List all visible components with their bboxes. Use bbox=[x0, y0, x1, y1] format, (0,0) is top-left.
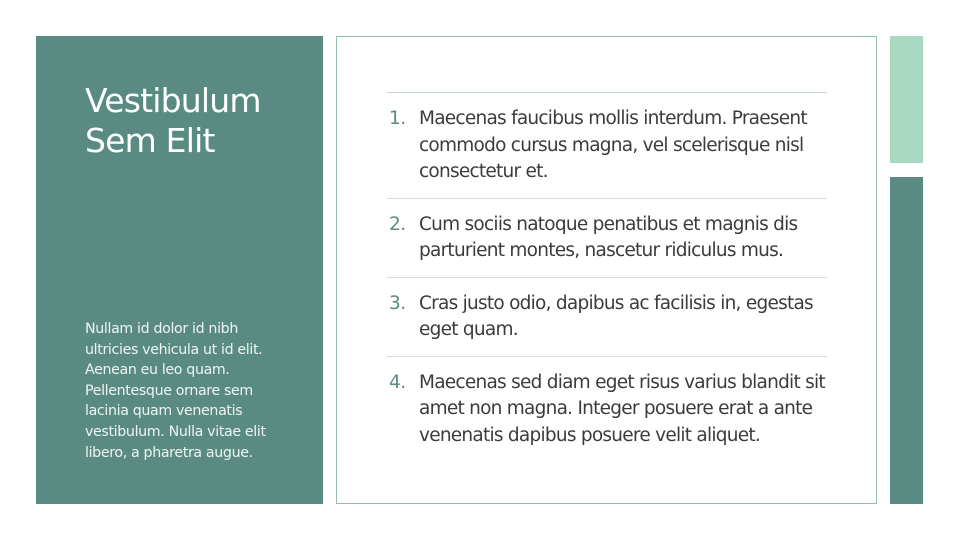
list-item-number: 1. bbox=[389, 108, 406, 129]
slide-body-text: Nullam id dolor id nibh ultricies vehicula ut id elit. Aenean eu leo quam. Pellentesque ornare sem lacinia quam venenatis vestibulum. Nulla vitae elit libero, a pharetra augue. bbox=[85, 321, 266, 461]
list-item-text: Cum sociis natoque penatibus et magnis dis parturient montes, nascetur ridiculus mus. bbox=[419, 213, 798, 261]
list-item-text: Cras justo odio, dapibus ac facilisis in, egestas eget quam. bbox=[419, 292, 813, 340]
list-item-number: 4. bbox=[389, 371, 406, 393]
list-item-text: Maecenas faucibus mollis interdum. Praesent commodo cursus magna, vel scelerisque nisl consectetur et. bbox=[419, 108, 807, 182]
title-line-2: Sem Elit bbox=[85, 121, 215, 160]
title-line-1: Vestibulum bbox=[85, 81, 261, 120]
list-item-number: 3. bbox=[389, 292, 406, 314]
list-item-number: 2. bbox=[389, 213, 406, 235]
list-item bbox=[387, 198, 827, 277]
numbered-list bbox=[387, 92, 827, 461]
list-item bbox=[387, 356, 827, 462]
slide-title bbox=[85, 81, 315, 161]
list-item bbox=[387, 277, 827, 356]
list-item-text: Maecenas sed diam eget risus varius blandit sit amet non magna. Integer posuere erat a ante venenatis dapibus posuere velit aliquet. bbox=[419, 371, 825, 446]
content-box bbox=[336, 36, 877, 504]
title-panel bbox=[36, 36, 323, 504]
accent-bar-light bbox=[890, 36, 923, 163]
list-item bbox=[387, 92, 827, 198]
accent-bar-dark bbox=[890, 177, 923, 504]
